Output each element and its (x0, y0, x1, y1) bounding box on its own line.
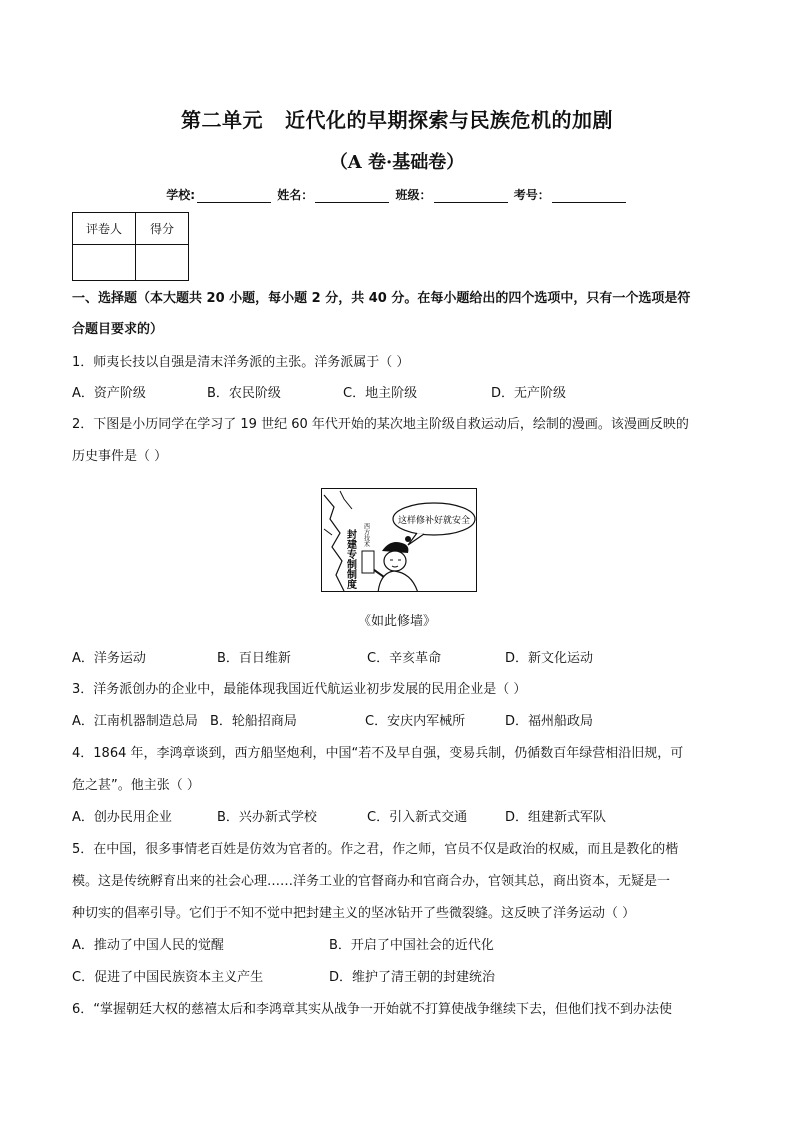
question-5-stem-cont2: 种切实的倡率引导。它们于不知不觉中把封建主义的坚冰钻开了些微裂缝。这反映了洋务运动（ ） (72, 906, 636, 921)
question-4-stem-cont: 危之甚”。他主张（ ） (72, 778, 200, 793)
option-a[interactable]: A．资产阶级 (72, 386, 146, 401)
question-5-stem: 5．在中国，很多事情老百姓是仿效为官者的。作之君，作之师，官员不仅是政治的权威，而且是教化的楷 (72, 842, 679, 857)
option-c[interactable]: C．安庆内军械所 (365, 714, 466, 729)
option-a[interactable]: A．江南机器制造总局 (72, 714, 198, 729)
option-a[interactable]: A．推动了中国人民的觉醒 (72, 938, 224, 953)
class-label: 班级： (395, 188, 432, 202)
option-b[interactable]: B．轮船招商局 (210, 714, 297, 729)
comic-caption: 《如此修墙》 (357, 614, 436, 629)
question-5-options-row2 (72, 969, 495, 987)
question-4-options (72, 809, 606, 827)
name-label: 姓名： (277, 188, 314, 202)
score-header: 得分 (136, 213, 189, 245)
title-topic: 近代化的早期探索与民族危机的加剧 (285, 108, 613, 132)
question-2-options (72, 650, 593, 668)
question-2-stem: 2．下图是小历同学在学习了 19 世纪 60 年代开始的某次地主阶级自救运动后，绘制的漫画。该漫画反映的 (72, 417, 689, 432)
question-4-stem: 4．1864 年，李鸿章谈到，西方船坚炮利，中国“若不及早自强，变易兵制，仍循数百年绿营相沿旧规，可 (72, 746, 684, 761)
option-c[interactable]: C．促进了中国民族资本主义产生 (72, 970, 264, 985)
option-b[interactable]: B．百日维新 (217, 651, 291, 666)
speech-text: 这样修补好就安全 (397, 516, 471, 526)
official-face (384, 551, 406, 571)
title-unit: 第二单元 (181, 108, 263, 132)
option-b[interactable]: B．兴办新式学校 (217, 810, 317, 825)
option-a[interactable]: A．洋务运动 (72, 651, 146, 666)
score-cell[interactable] (136, 245, 189, 281)
wall-label: 封建专制制度 (344, 529, 356, 589)
grader-cell[interactable] (73, 245, 136, 281)
patch-tool (362, 551, 374, 573)
section-heading-cont: 合题目要求的） (72, 322, 164, 337)
section-heading: 一、选择题（本大题共 20 小题，每小题 2 分，共 40 分。在每小题给出的四个选项中，只有一个选项是符 (72, 291, 691, 306)
question-5-stem-cont: 模。这是传统孵育出来的社会心理……洋务工业的官督商办和官商合办，官领其总，商出资本，无疑是一 (72, 874, 671, 889)
tool-label: 西方技术 (362, 523, 370, 547)
grader-header: 评卷人 (73, 213, 136, 245)
option-c[interactable]: C．辛亥革命 (367, 651, 442, 666)
option-d[interactable]: D．无产阶级 (491, 386, 567, 401)
question-6-stem: 6．“掌握朝廷大权的慈禧太后和李鸿章其实从战争一开始就不打算使战争继续下去，但他们找不到办法使 (72, 1002, 673, 1017)
option-b[interactable]: B．农民阶级 (207, 386, 281, 401)
option-a[interactable]: A．创办民用企业 (72, 810, 172, 825)
option-b[interactable]: B．开启了中国社会的近代化 (329, 938, 494, 953)
question-2-stem-cont: 历史事件是（ ） (72, 449, 168, 464)
question-3-options (72, 713, 593, 731)
page-subtitle: （A 卷·基础卷） (329, 152, 465, 173)
comic-illustration (321, 488, 477, 592)
comic-drawing (322, 489, 477, 592)
student-info-row (0, 186, 794, 203)
option-d[interactable]: D．组建新式军队 (505, 810, 607, 825)
option-d[interactable]: D．新文化运动 (505, 651, 594, 666)
exam-number-label: 考号： (513, 188, 550, 202)
school-blank[interactable] (197, 190, 271, 203)
page-title (0, 104, 794, 133)
option-d[interactable]: D．维护了清王朝的封建统治 (329, 970, 496, 985)
option-c[interactable]: C．地主阶级 (343, 386, 418, 401)
option-d[interactable]: D．福州船政局 (505, 714, 594, 729)
official-robe (378, 571, 418, 592)
name-blank[interactable] (315, 190, 389, 203)
question-5-options-row1 (72, 937, 494, 955)
class-blank[interactable] (434, 190, 508, 203)
option-c[interactable]: C．引入新式交通 (367, 810, 468, 825)
exam-number-blank[interactable] (552, 190, 626, 203)
question-1-options (72, 385, 566, 403)
score-table (72, 212, 189, 281)
question-3-stem: 3．洋务派创办的企业中，最能体现我国近代航运业初步发展的民用企业是（ ） (72, 682, 527, 697)
school-label: 学校: (166, 188, 196, 202)
wall-crack (324, 495, 344, 591)
question-1-stem: 1．师夷长技以自强是清末洋务派的主张。洋务派属于（ ） (72, 355, 410, 370)
